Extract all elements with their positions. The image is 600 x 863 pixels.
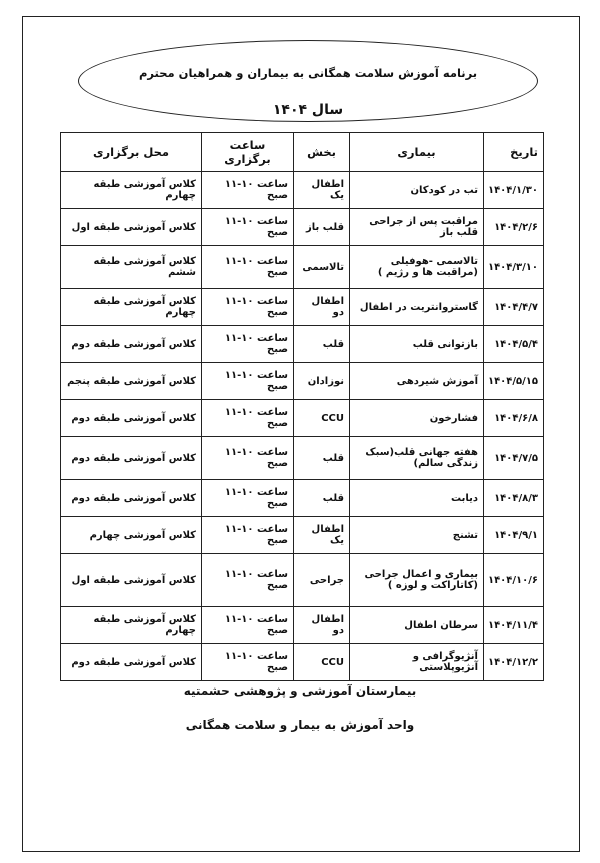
cell-topic: آنژیوگرافی و آنژیوپلاستی xyxy=(350,644,484,681)
table-row xyxy=(61,644,544,681)
table-row xyxy=(61,209,544,246)
cell-dept: اطفال دو xyxy=(294,607,350,644)
cell-place: کلاس آموزشی طبقه اول xyxy=(61,554,202,607)
table-row xyxy=(61,400,544,437)
cell-dept: اطفال یک xyxy=(294,517,350,554)
cell-date: ۱۴۰۴/۹/۱ xyxy=(484,517,544,554)
cell-dept: قلب xyxy=(294,480,350,517)
cell-time: ساعت ۱۰-۱۱ صبح xyxy=(202,209,294,246)
cell-topic: سرطان اطفال xyxy=(350,607,484,644)
cell-place: کلاس آموزشی چهارم xyxy=(61,517,202,554)
cell-dept: تالاسمی xyxy=(294,246,350,289)
cell-date: ۱۴۰۴/۵/۱۵ xyxy=(484,363,544,400)
cell-time: ساعت ۱۰-۱۱ صبح xyxy=(202,172,294,209)
cell-place: کلاس آموزشی طبقه چهارم xyxy=(61,607,202,644)
cell-topic: بیماری و اعمال جراحی (کاتاراکت و لوزه ) xyxy=(350,554,484,607)
cell-time: ساعت ۱۰-۱۱ صبح xyxy=(202,644,294,681)
cell-time: ساعت ۱۰-۱۱ صبح xyxy=(202,607,294,644)
cell-time: ساعت ۱۰-۱۱ صبح xyxy=(202,326,294,363)
cell-time: ساعت ۱۰-۱۱ صبح xyxy=(202,480,294,517)
table-row xyxy=(61,437,544,480)
cell-time: ساعت ۱۰-۱۱ صبح xyxy=(202,554,294,607)
table-row xyxy=(61,517,544,554)
cell-date: ۱۴۰۴/۱۲/۲ xyxy=(484,644,544,681)
cell-place: کلاس آموزشی طبقه دوم xyxy=(61,437,202,480)
cell-time: ساعت ۱۰-۱۱ صبح xyxy=(202,363,294,400)
cell-date: ۱۴۰۴/۱۱/۴ xyxy=(484,607,544,644)
cell-place: کلاس آموزشی طبقه اول xyxy=(61,209,202,246)
cell-place: کلاس آموزشی طبقه دوم xyxy=(61,400,202,437)
cell-place: کلاس آموزشی طبقه دوم xyxy=(61,644,202,681)
cell-time: ساعت ۱۰-۱۱ صبح xyxy=(202,246,294,289)
header-place: محل برگزاری xyxy=(61,133,202,172)
table-header-row xyxy=(61,133,544,172)
cell-dept: اطفال یک xyxy=(294,172,350,209)
table-row xyxy=(61,172,544,209)
cell-date: ۱۴۰۴/۲/۶ xyxy=(484,209,544,246)
table-row xyxy=(61,326,544,363)
cell-dept: نوزادان xyxy=(294,363,350,400)
table-row xyxy=(61,480,544,517)
cell-topic: هفته جهانی قلب(سبک زندگی سالم) xyxy=(350,437,484,480)
table-row xyxy=(61,607,544,644)
cell-topic: گاستروانتریت در اطفال xyxy=(350,289,484,326)
year-label: سال ۱۴۰۴ xyxy=(272,102,344,118)
cell-date: ۱۴۰۴/۴/۷ xyxy=(484,289,544,326)
cell-dept: قلب باز xyxy=(294,209,350,246)
table-row xyxy=(61,363,544,400)
cell-place: کلاس آموزشی طبقه ششم xyxy=(61,246,202,289)
cell-topic: تالاسمی -هوفیلی (مراقبت ها و رژیم ) xyxy=(350,246,484,289)
header-date: تاریخ xyxy=(484,133,544,172)
cell-time: ساعت ۱۰-۱۱ صبح xyxy=(202,517,294,554)
cell-date: ۱۴۰۴/۱/۳۰ xyxy=(484,172,544,209)
cell-topic: آموزش شیردهی xyxy=(350,363,484,400)
cell-topic: تب در کودکان xyxy=(350,172,484,209)
page-title: برنامه آموزش سلامت همگانی به بیماران و همراهیان محترم xyxy=(138,66,478,80)
cell-date: ۱۴۰۴/۶/۸ xyxy=(484,400,544,437)
footer-hospital: بیمارستان آموزشی و پژوهشی حشمتیه xyxy=(183,684,417,698)
cell-date: ۱۴۰۴/۳/۱۰ xyxy=(484,246,544,289)
schedule-table xyxy=(60,132,544,681)
cell-dept: قلب xyxy=(294,437,350,480)
footer-unit: واحد آموزش به بیمار و سلامت همگانی xyxy=(185,718,415,732)
cell-topic: تشنج xyxy=(350,517,484,554)
cell-topic: مراقبت پس از جراحی قلب باز xyxy=(350,209,484,246)
cell-topic: فشارخون xyxy=(350,400,484,437)
cell-dept: CCU xyxy=(294,400,350,437)
cell-date: ۱۴۰۴/۵/۴ xyxy=(484,326,544,363)
cell-place: کلاس آموزشی طبقه پنجم xyxy=(61,363,202,400)
cell-time: ساعت ۱۰-۱۱ صبح xyxy=(202,289,294,326)
cell-dept: جراحی xyxy=(294,554,350,607)
cell-place: کلاس آموزشی طبقه دوم xyxy=(61,326,202,363)
cell-place: کلاس آموزشی طبقه چهارم xyxy=(61,289,202,326)
cell-dept: CCU xyxy=(294,644,350,681)
cell-date: ۱۴۰۴/۱۰/۶ xyxy=(484,554,544,607)
cell-dept: قلب xyxy=(294,326,350,363)
cell-place: کلاس آموزشی طبقه دوم xyxy=(61,480,202,517)
table-row xyxy=(61,289,544,326)
cell-dept: اطفال دو xyxy=(294,289,350,326)
cell-time: ساعت ۱۰-۱۱ صبح xyxy=(202,437,294,480)
cell-time: ساعت ۱۰-۱۱ صبح xyxy=(202,400,294,437)
table-row xyxy=(61,554,544,607)
header-dept: بخش xyxy=(294,133,350,172)
cell-date: ۱۴۰۴/۸/۳ xyxy=(484,480,544,517)
cell-topic: بازتوانی قلب xyxy=(350,326,484,363)
cell-date: ۱۴۰۴/۷/۵ xyxy=(484,437,544,480)
header-topic: بیماری xyxy=(350,133,484,172)
table-row xyxy=(61,246,544,289)
cell-place: کلاس آموزشی طبقه چهارم xyxy=(61,172,202,209)
header-time: ساعت برگزاری xyxy=(202,133,294,172)
cell-topic: دیابت xyxy=(350,480,484,517)
